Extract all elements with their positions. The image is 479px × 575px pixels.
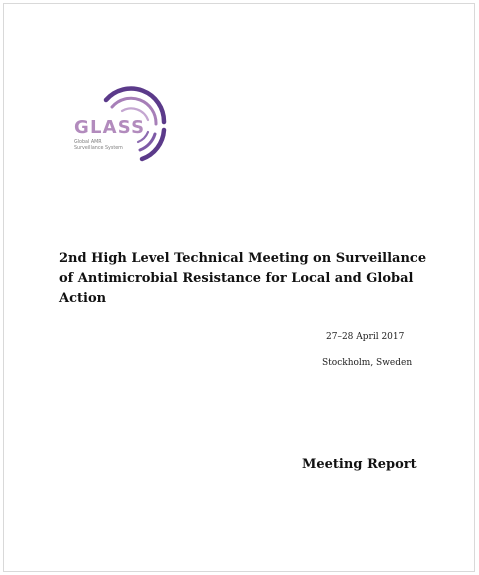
glass-logo: [66, 86, 170, 166]
logo-tagline-line2: Surveillance System: [74, 146, 123, 151]
meeting-location: Stockholm, Sweden: [322, 358, 413, 368]
document-title: 2nd High Level Technical Meeting on Surveillance of Antimicrobial Resistance for Local and Global Action: [59, 251, 427, 306]
meeting-date: 27–28 April 2017: [326, 332, 405, 342]
report-label: Meeting Report: [302, 457, 417, 472]
logo-wordmark: GLASS: [74, 117, 146, 138]
logo-tagline-line1: Global AMR: [74, 140, 102, 145]
